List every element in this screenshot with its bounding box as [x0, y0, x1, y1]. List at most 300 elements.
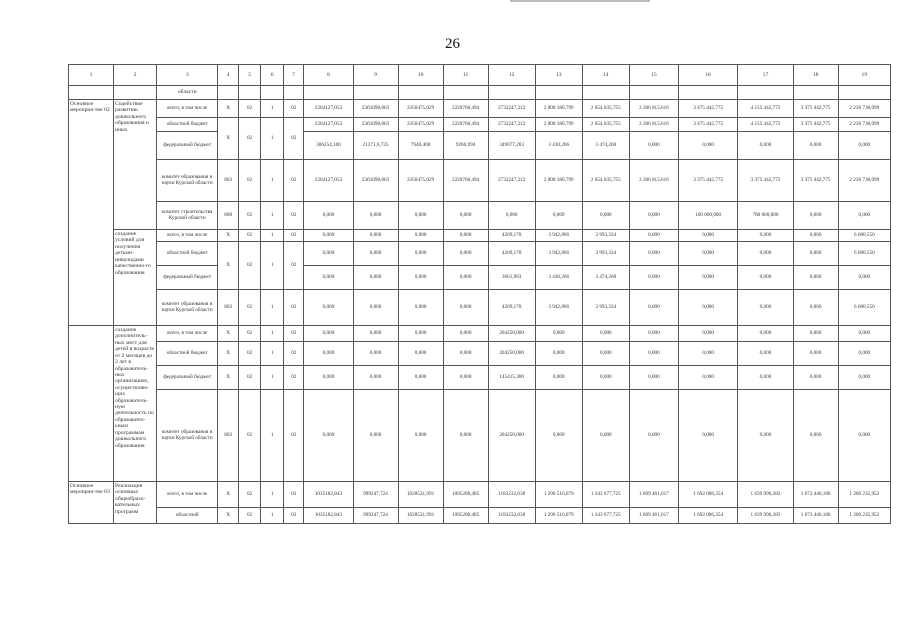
- funding-source-cell: федеральный бюджет: [157, 132, 218, 160]
- value-cell: 2361098,863: [353, 160, 398, 202]
- code-cell: 02: [238, 508, 261, 524]
- column-number-cell: 19: [838, 65, 890, 86]
- value-cell: 2264127,053: [304, 118, 353, 132]
- value-cell: 3 375 442,775: [793, 118, 838, 132]
- value-cell: 0,000: [398, 242, 443, 266]
- value-cell: 0,000: [535, 202, 582, 230]
- value-cell: 0,000: [793, 290, 838, 326]
- value-cell: 1183232,038: [488, 508, 535, 524]
- value-cell: 0,000: [582, 326, 629, 342]
- column-number-cell: 12: [488, 65, 535, 86]
- funding-source-cell: комитет строительства Курской области: [157, 202, 218, 230]
- value-cell: 3 474,260: [582, 132, 629, 160]
- value-cell: 2220768,494: [443, 160, 488, 202]
- value-cell: 1183232,038: [488, 482, 535, 508]
- code-cell: 803: [218, 290, 238, 326]
- empty-cell: [69, 86, 114, 100]
- empty-cell: [238, 86, 261, 100]
- table-row: [69, 482, 891, 508]
- empty-cell: [793, 86, 838, 100]
- value-cell: 0,000: [738, 132, 793, 160]
- value-cell: 0,000: [793, 132, 838, 160]
- value-cell: 0,000: [793, 242, 838, 266]
- value-cell: 0,000: [353, 230, 398, 242]
- page-number: 26: [445, 36, 460, 52]
- value-cell: 0,000: [398, 366, 443, 390]
- code-cell: 1: [261, 366, 284, 390]
- value-cell: 9266,994: [443, 132, 488, 160]
- value-cell: 306254,100: [304, 132, 353, 160]
- code-cell: 02: [238, 390, 261, 482]
- code-cell: 02: [238, 230, 261, 242]
- table-row: [69, 118, 891, 132]
- value-cell: 3 375 442,775: [678, 160, 737, 202]
- value-cell: 4209,170: [488, 242, 535, 266]
- value-cell: 3 475 442,775: [678, 118, 737, 132]
- value-cell: 1035182,843: [304, 482, 353, 508]
- value-cell: 0,000: [535, 390, 582, 482]
- value-cell: 0,000: [678, 326, 737, 342]
- value-cell: 0,000: [738, 230, 793, 242]
- value-cell: 0,000: [398, 390, 443, 482]
- value-cell: 1 296 516,079: [535, 482, 582, 508]
- column-number-cell: 8: [304, 65, 353, 86]
- value-cell: 0,000: [629, 366, 678, 390]
- value-cell: 0,000: [443, 242, 488, 266]
- column-number-cell: 7: [283, 65, 303, 86]
- code-cell: X: [218, 230, 238, 242]
- value-cell: 0,000: [738, 290, 793, 326]
- continuation-label: области: [157, 86, 218, 100]
- code-cell: 02: [283, 342, 303, 366]
- value-cell: 4209,170: [488, 290, 535, 326]
- code-cell: 02: [238, 290, 261, 326]
- value-cell: 1 200 235,952: [838, 482, 890, 508]
- empty-cell: [69, 326, 114, 482]
- value-cell: 0,000: [398, 342, 443, 366]
- value-cell: 0,000: [304, 390, 353, 482]
- column-number-cell: 4: [218, 65, 238, 86]
- code-cell: 803: [218, 160, 238, 202]
- value-cell: 0,000: [443, 366, 488, 390]
- code-cell: 02: [283, 326, 303, 342]
- value-cell: 3 306 813,616: [629, 118, 678, 132]
- value-cell: 0,000: [838, 132, 890, 160]
- value-cell: 0,000: [535, 326, 582, 342]
- funding-source-cell: комитет образования и науки Курской области: [157, 290, 218, 326]
- code-cell: X: [218, 326, 238, 342]
- code-cell: 02: [283, 202, 303, 230]
- value-cell: 0,000: [398, 202, 443, 230]
- empty-cell: [629, 86, 678, 100]
- value-cell: 2350475,029: [398, 160, 443, 202]
- value-cell: 0,000: [838, 342, 890, 366]
- funding-source-cell: комитет образования и науки Курской области: [157, 160, 218, 202]
- empty-cell: [535, 86, 582, 100]
- code-cell: 02: [238, 100, 261, 118]
- value-cell: 0,000: [443, 390, 488, 482]
- empty-cell: [261, 86, 284, 100]
- value-cell: 0,000: [678, 230, 737, 242]
- code-cell: 1: [261, 118, 284, 160]
- value-cell: 3 306 813,616: [629, 100, 678, 118]
- funding-source-cell: всего, в том числе: [157, 326, 218, 342]
- value-cell: 0,000: [629, 230, 678, 242]
- value-cell: 0,000: [629, 266, 678, 290]
- code-cell: 03: [283, 482, 303, 508]
- code-cell: 1: [261, 160, 284, 202]
- column-number-cell: 13: [535, 65, 582, 86]
- value-cell: 0,000: [353, 202, 398, 230]
- code-cell: 803: [218, 390, 238, 482]
- value-cell: 0,000: [582, 342, 629, 366]
- value-cell: 100 000,000: [678, 202, 737, 230]
- value-cell: 2 230 738,099: [838, 160, 890, 202]
- table-row: [69, 290, 891, 326]
- funding-source-cell: областной бюджет: [157, 342, 218, 366]
- empty-cell: [488, 86, 535, 100]
- empty-cell: [218, 86, 238, 100]
- code-cell: 02: [238, 242, 261, 290]
- value-cell: 0,000: [678, 390, 737, 482]
- value-cell: 0,000: [353, 266, 398, 290]
- value-cell: 0,000: [443, 326, 488, 342]
- empty-cell: [114, 86, 157, 100]
- column-number-cell: 3: [157, 65, 218, 86]
- value-cell: 0,000: [678, 266, 737, 290]
- value-cell: 0,000: [304, 266, 353, 290]
- table-row: [69, 508, 891, 524]
- value-cell: 1 673 440,180: [793, 508, 838, 524]
- budget-table: [68, 64, 891, 524]
- program-name-cell: Содействие развитию дошкольного образования и иных: [114, 100, 157, 230]
- code-cell: 1: [261, 290, 284, 326]
- value-cell: 3 375 442,775: [738, 160, 793, 202]
- column-number-cell: 17: [738, 65, 793, 86]
- value-cell: 3 430,266: [535, 266, 582, 290]
- value-cell: 0,000: [738, 390, 793, 482]
- program-name-cell: создание дополнитель-ных мест для детей в возрасте от 2 месяцев до 3 лет в образователь-ных организациях, осуществляю-щих образователь-ную деятельность по образовател-ьным программам дошкольного образования: [114, 326, 157, 482]
- code-cell: 1: [261, 230, 284, 242]
- value-cell: 2264127,053: [304, 160, 353, 202]
- column-number-cell: 6: [261, 65, 284, 86]
- value-cell: 2 808 180,799: [535, 100, 582, 118]
- column-number-cell: 16: [678, 65, 737, 86]
- value-cell: 4209,170: [488, 230, 535, 242]
- value-cell: 0,000: [304, 366, 353, 390]
- value-cell: 0,000: [353, 326, 398, 342]
- code-cell: 02: [238, 118, 261, 160]
- empty-cell: [283, 86, 303, 100]
- value-cell: 0,000: [443, 266, 488, 290]
- code-cell: 02: [283, 366, 303, 390]
- code-cell: 02: [238, 366, 261, 390]
- value-cell: 2 654 035,755: [582, 118, 629, 132]
- value-cell: 0,000: [488, 202, 535, 230]
- funding-source-cell: комитет образования и науки Курской области: [157, 390, 218, 482]
- value-cell: 0,000: [678, 366, 737, 390]
- value-cell: 0,000: [678, 342, 737, 366]
- value-cell: 0,000: [353, 366, 398, 390]
- value-cell: 0,000: [838, 366, 890, 390]
- value-cell: 0,000: [304, 230, 353, 242]
- value-cell: 0,000: [838, 390, 890, 482]
- value-cell: 0,000: [353, 342, 398, 366]
- funding-source-cell: областной бюджет: [157, 242, 218, 266]
- value-cell: 1028531,991: [398, 482, 443, 508]
- table-row: [69, 202, 891, 230]
- value-cell: 0,000: [353, 242, 398, 266]
- funding-source-cell: всего, в том числе: [157, 100, 218, 118]
- value-cell: 999247,724: [353, 508, 398, 524]
- empty-cell: [353, 86, 398, 100]
- value-cell: 3 375 442,775: [793, 160, 838, 202]
- value-cell: 204250,000: [488, 342, 535, 366]
- value-cell: 0,000: [398, 290, 443, 326]
- value-cell: 2 654 035,755: [582, 160, 629, 202]
- value-cell: 2732247,212: [488, 160, 535, 202]
- empty-cell: [582, 86, 629, 100]
- value-cell: 0,000: [398, 326, 443, 342]
- value-cell: 1 692 006,354: [678, 508, 737, 524]
- value-cell: 0,000: [304, 242, 353, 266]
- table-row: [69, 132, 891, 160]
- value-cell: 0,000: [535, 366, 582, 390]
- value-cell: 3 474,260: [582, 266, 629, 290]
- value-cell: 0,000: [793, 366, 838, 390]
- code-cell: X: [218, 342, 238, 366]
- value-cell: 0,000: [582, 202, 629, 230]
- code-cell: 1: [261, 100, 284, 118]
- value-cell: 4 155 442,775: [738, 100, 793, 118]
- value-cell: 3 942,866: [535, 290, 582, 326]
- code-cell: X: [218, 242, 238, 290]
- value-cell: 204250,000: [488, 390, 535, 482]
- code-cell: 02: [283, 390, 303, 482]
- scan-artifact: [510, 0, 650, 2]
- value-cell: 0,000: [304, 202, 353, 230]
- column-number-cell: 10: [398, 65, 443, 86]
- value-cell: 0,000: [304, 326, 353, 342]
- value-cell: 0,000: [738, 342, 793, 366]
- value-cell: 1095208,485: [443, 508, 488, 524]
- value-cell: 0,000: [793, 342, 838, 366]
- column-number-cell: 11: [443, 65, 488, 86]
- value-cell: 0,000: [738, 366, 793, 390]
- value-cell: 2732247,212: [488, 100, 535, 118]
- value-cell: 3 942,866: [535, 230, 582, 242]
- column-number-cell: 18: [793, 65, 838, 86]
- value-cell: 0,000: [838, 202, 890, 230]
- empty-cell: [738, 86, 793, 100]
- value-cell: 1 609 461,017: [629, 482, 678, 508]
- value-cell: 0,000: [793, 326, 838, 342]
- value-cell: 0,000: [629, 242, 678, 266]
- table-row: [69, 160, 891, 202]
- value-cell: 2350475,029: [398, 100, 443, 118]
- value-cell: 0,000: [535, 342, 582, 366]
- value-cell: 0,000: [304, 290, 353, 326]
- code-cell: 02: [238, 482, 261, 508]
- empty-cell: [443, 86, 488, 100]
- value-cell: 145415,300: [488, 366, 535, 390]
- value-cell: 780 000,000: [738, 202, 793, 230]
- column-number-cell: 9: [353, 65, 398, 86]
- value-cell: 2264127,053: [304, 100, 353, 118]
- value-cell: 1 639 996,383: [738, 482, 793, 508]
- value-cell: 0,000: [678, 290, 737, 326]
- value-cell: 2732247,212: [488, 118, 535, 132]
- funding-source-cell: федеральный бюджет: [157, 366, 218, 390]
- column-number-cell: 15: [629, 65, 678, 86]
- funding-source-cell: всего, в том числе: [157, 482, 218, 508]
- table-row: [69, 242, 891, 266]
- value-cell: 1095208,485: [443, 482, 488, 508]
- value-cell: 1 692 006,354: [678, 482, 737, 508]
- program-name-cell: Реализация основных общеобразо-вательных программ: [114, 482, 157, 524]
- empty-cell: [304, 86, 353, 100]
- value-cell: 2361098,863: [353, 118, 398, 132]
- code-cell: 02: [283, 118, 303, 160]
- code-cell: 1: [261, 342, 284, 366]
- empty-cell: [678, 86, 737, 100]
- value-cell: 3 993,334: [582, 242, 629, 266]
- code-cell: 02: [283, 160, 303, 202]
- value-cell: 2 230 738,099: [838, 118, 890, 132]
- value-cell: 0,000: [582, 390, 629, 482]
- value-cell: 0,000: [629, 202, 678, 230]
- measure-label-cell: Основное мероприя-тие 03: [69, 482, 114, 524]
- value-cell: 0,000: [738, 326, 793, 342]
- value-cell: 0,000: [838, 326, 890, 342]
- value-cell: 3 993,334: [582, 290, 629, 326]
- value-cell: 0,000: [629, 342, 678, 366]
- value-cell: 0,000: [443, 290, 488, 326]
- code-cell: X: [218, 366, 238, 390]
- column-number-cell: 14: [582, 65, 629, 86]
- value-cell: 2220768,494: [443, 118, 488, 132]
- value-cell: 0,000: [629, 132, 678, 160]
- code-cell: 1: [261, 242, 284, 290]
- code-cell: 02: [238, 202, 261, 230]
- value-cell: 0,000: [353, 290, 398, 326]
- value-cell: 0,000: [793, 390, 838, 482]
- value-cell: 999247,724: [353, 482, 398, 508]
- code-cell: 02: [238, 160, 261, 202]
- code-cell: 02: [283, 242, 303, 290]
- measure-label-cell: Основное мероприя-тие 02: [69, 100, 114, 326]
- table-row: [69, 100, 891, 118]
- value-cell: 1035182,843: [304, 508, 353, 524]
- value-cell: 2 654 035,755: [582, 100, 629, 118]
- value-cell: 2 808 180,799: [535, 160, 582, 202]
- value-cell: 0,000: [304, 342, 353, 366]
- value-cell: 204250,000: [488, 326, 535, 342]
- header-row: [69, 65, 891, 86]
- table-row: [69, 366, 891, 390]
- value-cell: 0,000: [398, 266, 443, 290]
- value-cell: 2 230 738,099: [838, 100, 890, 118]
- funding-source-cell: областной бюджет: [157, 118, 218, 132]
- code-cell: 1: [261, 202, 284, 230]
- value-cell: 0,000: [738, 266, 793, 290]
- value-cell: 1 673 440,180: [793, 482, 838, 508]
- code-cell: 1: [261, 326, 284, 342]
- value-cell: 1 200 235,952: [838, 508, 890, 524]
- continuation-row: [69, 86, 891, 100]
- funding-source-cell: федеральный бюджет: [157, 266, 218, 290]
- table-row: [69, 266, 891, 290]
- value-cell: 0,000: [793, 202, 838, 230]
- value-cell: 2 808 180,799: [535, 118, 582, 132]
- value-cell: 1 296 516,079: [535, 508, 582, 524]
- funding-source-cell: областной: [157, 508, 218, 524]
- code-cell: 1: [261, 508, 284, 524]
- code-cell: 02: [283, 230, 303, 242]
- code-cell: 02: [238, 342, 261, 366]
- empty-cell: [398, 86, 443, 100]
- value-cell: 0,000: [398, 230, 443, 242]
- program-name-cell: создание условий для получения детьми-инвалидами качественно-го образования: [114, 230, 157, 326]
- value-cell: 4 155 442,775: [738, 118, 793, 132]
- value-cell: 6 680,550: [838, 230, 890, 242]
- value-cell: 0,000: [443, 342, 488, 366]
- value-cell: 6 680,550: [838, 242, 890, 266]
- value-cell: 349077,263: [488, 132, 535, 160]
- value-cell: 7940,400: [398, 132, 443, 160]
- value-cell: 2350475,029: [398, 118, 443, 132]
- code-cell: 808: [218, 202, 238, 230]
- value-cell: 0,000: [443, 202, 488, 230]
- table-row: [69, 230, 891, 242]
- value-cell: 0,000: [838, 266, 890, 290]
- value-cell: 0,000: [629, 326, 678, 342]
- value-cell: 21371,6,725: [353, 132, 398, 160]
- value-cell: 3661,963: [488, 266, 535, 290]
- value-cell: 0,000: [793, 230, 838, 242]
- value-cell: 0,000: [793, 266, 838, 290]
- value-cell: 0,000: [443, 230, 488, 242]
- value-cell: 3 475 442,775: [678, 100, 737, 118]
- value-cell: 0,000: [629, 390, 678, 482]
- code-cell: 03: [283, 508, 303, 524]
- value-cell: 3 375 442,775: [793, 100, 838, 118]
- column-number-cell: 1: [69, 65, 114, 86]
- value-cell: 3 430,266: [535, 132, 582, 160]
- code-cell: 02: [238, 326, 261, 342]
- value-cell: 0,000: [738, 242, 793, 266]
- value-cell: 0,000: [678, 242, 737, 266]
- value-cell: 2220768,494: [443, 100, 488, 118]
- value-cell: 1 609 461,017: [629, 508, 678, 524]
- value-cell: 3 942,866: [535, 242, 582, 266]
- value-cell: 0,000: [678, 132, 737, 160]
- value-cell: 0,000: [629, 290, 678, 326]
- value-cell: 1028531,991: [398, 508, 443, 524]
- value-cell: 6 680,550: [838, 290, 890, 326]
- code-cell: 1: [261, 390, 284, 482]
- code-cell: X: [218, 508, 238, 524]
- table-row: [69, 326, 891, 342]
- code-cell: X: [218, 482, 238, 508]
- value-cell: 1 639 996,383: [738, 508, 793, 524]
- value-cell: 2361098,863: [353, 100, 398, 118]
- code-cell: 1: [261, 482, 284, 508]
- code-cell: X: [218, 100, 238, 118]
- code-cell: X: [218, 118, 238, 160]
- value-cell: 1 343 677,725: [582, 508, 629, 524]
- value-cell: 0,000: [353, 390, 398, 482]
